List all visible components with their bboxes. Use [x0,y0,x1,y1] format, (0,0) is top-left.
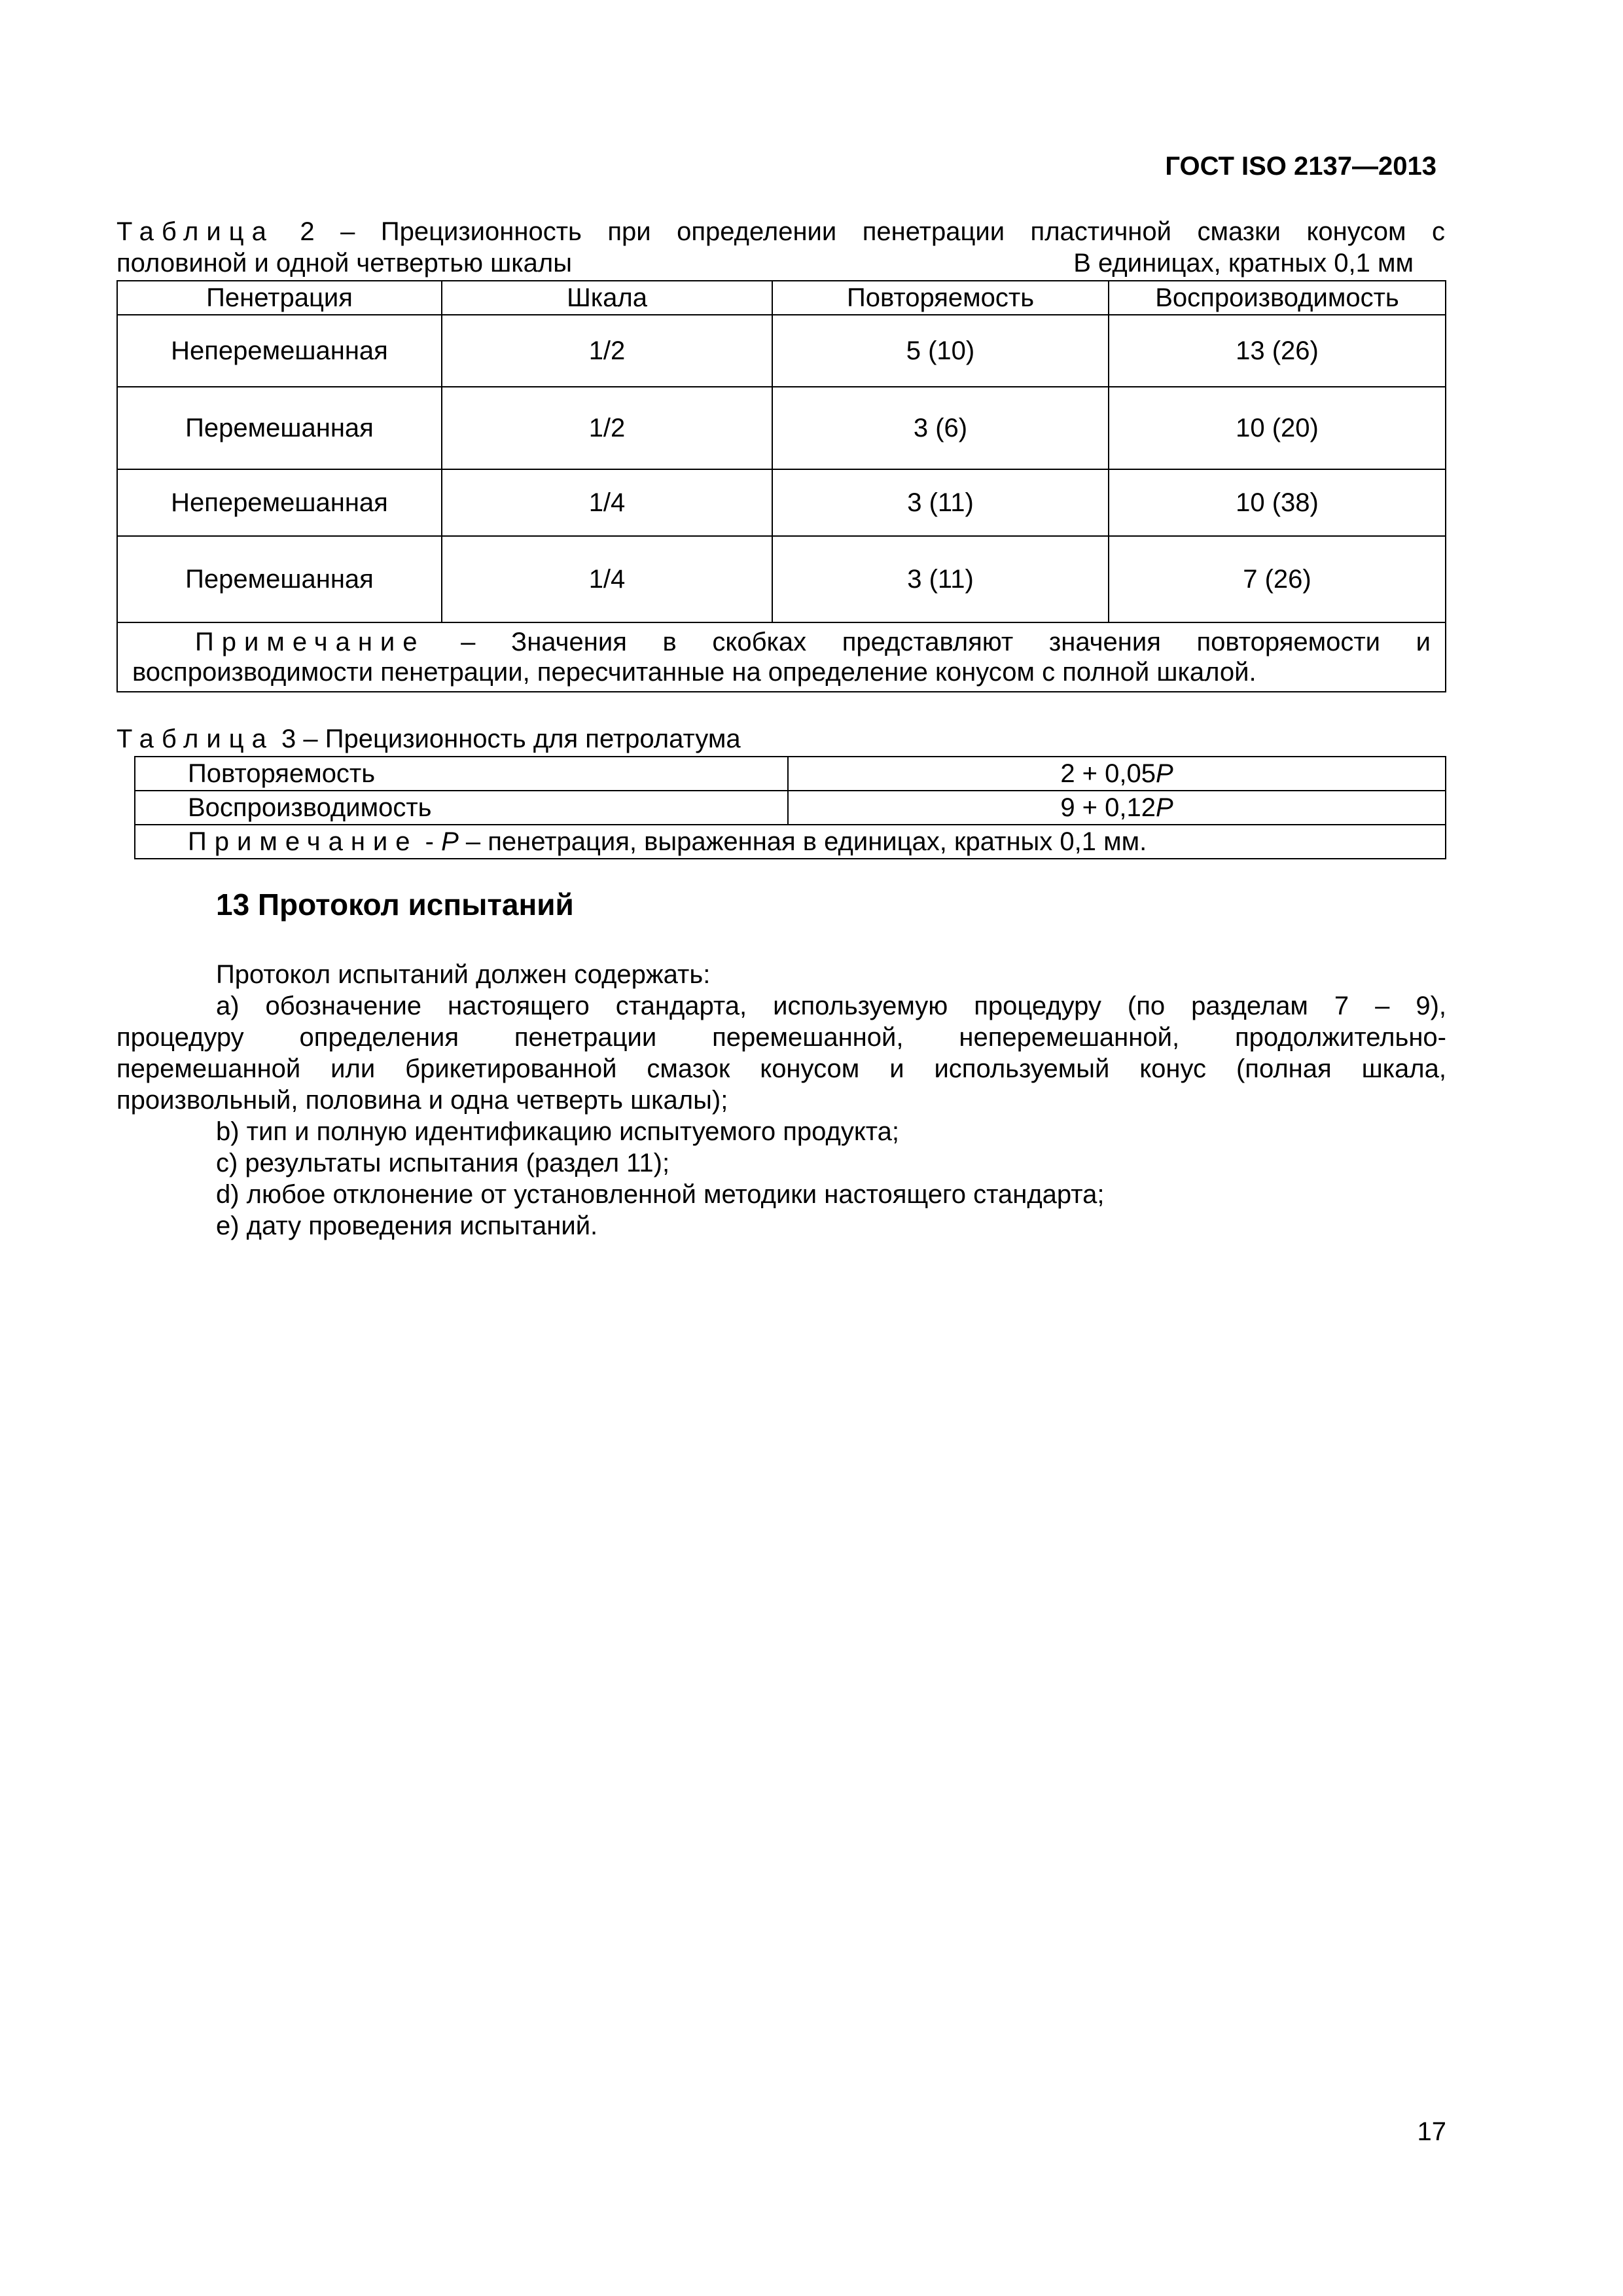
table-cell: 7 (26) [1109,536,1446,622]
table-row [135,791,1446,825]
table-cell: 2 + 0,05P [788,757,1446,791]
table-row [117,387,1446,469]
table-cell: 3 (6) [772,387,1109,469]
table3-note-var: P [441,827,459,856]
table3-caption-word: Таблица [116,725,274,753]
list-item-d: d) любое отклонение от установленной методики настоящего стандарта; [216,1180,1105,1209]
table-cell: 5 (10) [772,315,1109,387]
table-cell: 1/4 [442,536,772,622]
table-cell: Повторяемость [135,757,788,791]
table2-note-label: Примечание [195,628,425,656]
precision-table-3 [134,756,1446,859]
table-row [135,757,1446,791]
column-header-repeatability: Повторяемость [772,281,1109,315]
table-cell: Перемешанная [117,536,442,622]
table-note-row [117,622,1446,692]
table2-note [117,622,1446,692]
table-cell: Неперемешанная [117,315,442,387]
table-cell: 1/4 [442,469,772,536]
table2-note-text: – Значения в скобках представляют значения повторяемости и [461,628,1431,656]
list-item-a-line3: перемешанной или брикетированной смазок конусом и используемый конус (полная шкала, [116,1054,1446,1083]
table2-note-line2: воспроизводимости пенетрации, пересчитанные на определение конусом с полной шкалой. [132,658,1257,687]
section-intro: Протокол испытаний должен содержать: [216,960,711,989]
table2-note-line1 [132,627,1431,657]
column-header-reproducibility: Воспроизводимость [1109,281,1446,315]
list-item-a-line1: а) обозначение настоящего стандарта, используемую процедуру (по разделам 7 – 9), [216,992,1446,1020]
table-cell: 1/2 [442,315,772,387]
table-cell: 13 (26) [1109,315,1446,387]
list-item-a-line4: произвольный, половина и одна четверть шкалы); [116,1086,728,1115]
table3-note-text: – пенетрация, выраженная в единицах, кратных 0,1 мм. [458,827,1147,856]
table2-caption-text: – Прецизионность при определении пенетрации пластичной смазки конусом с [340,217,1445,246]
table-cell: Воспроизводимость [135,791,788,825]
table-cell: 3 (11) [772,469,1109,536]
table-row [117,469,1446,536]
column-header-scale: Шкала [442,281,772,315]
table3-caption-number: 3 [281,725,296,753]
table2-caption-word: Таблица [116,217,274,246]
precision-table-2 [116,280,1446,692]
list-item-b: b) тип и полную идентификацию испытуемого продукта; [216,1117,900,1146]
table-cell: 3 (11) [772,536,1109,622]
table3-caption [116,723,741,755]
table-cell: 10 (20) [1109,387,1446,469]
table2-units: В единицах, кратных 0,1 мм [1073,249,1414,278]
column-header-penetration: Пенетрация [117,281,442,315]
table3-caption-text: – Прецизионность для петролатума [303,725,741,753]
table-cell: Неперемешанная [117,469,442,536]
table2-caption-line2: половиной и одной четвертью шкалы [116,249,572,278]
list-item-a-line2: процедуру определения пенетрации перемешанной, неперемешанной, продолжительно- [116,1023,1446,1052]
table2-caption-number: 2 [300,217,315,246]
table-cell: 1/2 [442,387,772,469]
table3-note-label: Примечание [188,827,418,856]
page-number: 17 [1417,2117,1446,2146]
table3-note: Примечание - P – пенетрация, выраженная в единицах, кратных 0,1 мм. [135,825,1446,859]
table2-caption-line1 [116,216,1445,247]
table-header-row [117,281,1446,315]
table-note-row [135,825,1446,859]
document-code: ГОСТ ISO 2137—2013 [1165,152,1436,181]
table-row [117,315,1446,387]
table-cell: 10 (38) [1109,469,1446,536]
table-cell: 9 + 0,12P [788,791,1446,825]
table-row [117,536,1446,622]
section-title: 13 Протокол испытаний [216,888,574,922]
list-item-c: с) результаты испытания (раздел 11); [216,1149,670,1177]
list-item-e: е) дату проведения испытаний. [216,1211,598,1240]
table-cell: Перемешанная [117,387,442,469]
